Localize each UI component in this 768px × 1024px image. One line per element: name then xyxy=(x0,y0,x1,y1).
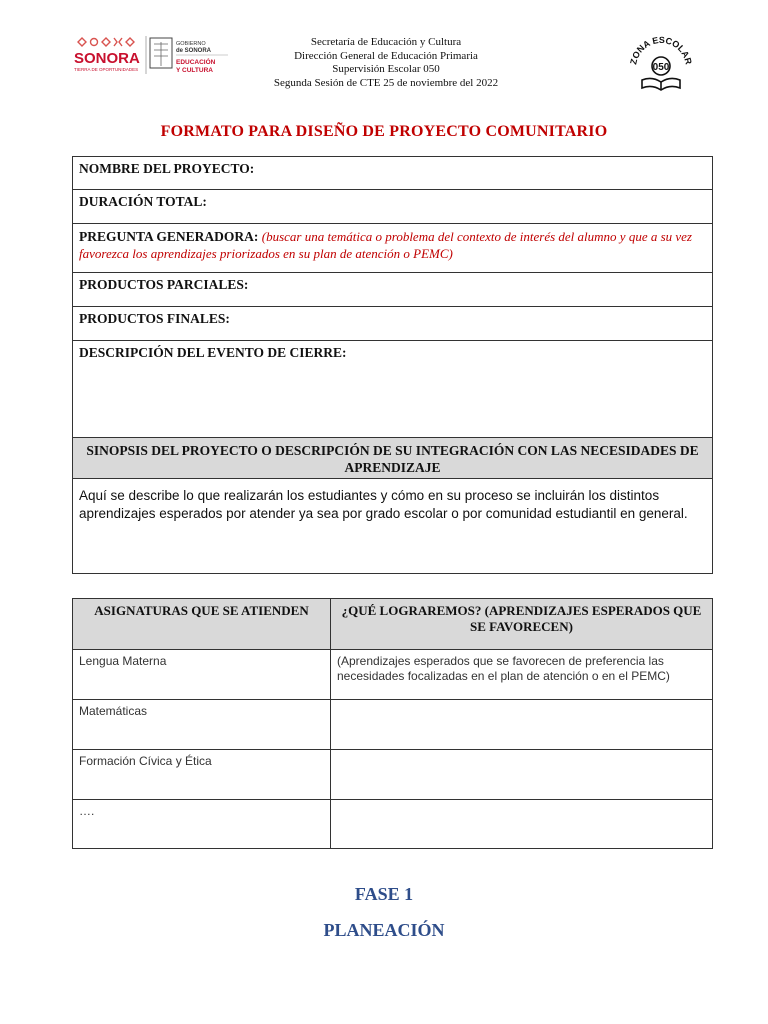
closing-event-field[interactable] xyxy=(73,341,713,438)
logo-number: 050 xyxy=(652,62,670,73)
subject-cell[interactable]: Formación Cívica y Ética xyxy=(73,750,331,800)
project-form-table xyxy=(72,156,713,574)
generating-question-field[interactable] xyxy=(73,224,713,273)
subjects-table xyxy=(72,598,713,849)
form-row xyxy=(73,190,713,224)
column-header-learning: ¿QUÉ LOGRAREMOS? (APRENDIZAJES ESPERADOS QUE SE FAVORECEN) xyxy=(331,599,713,650)
field-label: PRODUCTOS FINALES: xyxy=(79,311,230,326)
logo-dept-line2: Y CULTURA xyxy=(176,67,213,74)
subject-cell[interactable]: …. xyxy=(73,800,331,849)
synopsis-header: SINOPSIS DEL PROYECTO O DESCRIPCIÓN DE SU INTEGRACIÓN CON LAS NECESIDADES DE APRENDIZAJE xyxy=(73,438,713,479)
logo-brand: SONORA xyxy=(74,50,140,67)
field-label: PRODUCTOS PARCIALES: xyxy=(79,277,249,292)
institution-header xyxy=(240,36,532,90)
field-label: NOMBRE DEL PROYECTO: xyxy=(79,161,255,176)
zona-escolar-logo xyxy=(628,34,694,100)
form-row xyxy=(73,438,713,479)
logo-dept-line1: EDUCACIÓN xyxy=(176,59,216,66)
table-row xyxy=(73,650,713,700)
duration-field[interactable] xyxy=(73,190,713,224)
header-line: Supervisión Escolar 050 xyxy=(332,63,440,75)
logo-arc-text: ZONA ESCOLAR xyxy=(628,34,694,66)
svg-text:de SONORA: de SONORA xyxy=(176,48,212,54)
partial-products-field[interactable] xyxy=(73,273,713,307)
field-hint: (buscar una temática o problema del contexto de interés del alumno y que a su vez favorezca los aprendizajes priorizados en su plan de atención o PEMC) xyxy=(79,229,692,261)
open-book-icon xyxy=(642,78,680,90)
sonora-government-logo xyxy=(72,34,232,78)
form-row xyxy=(73,307,713,341)
subject-cell[interactable]: Matemáticas xyxy=(73,700,331,750)
form-row xyxy=(73,273,713,307)
learning-cell[interactable] xyxy=(331,750,713,800)
project-name-field[interactable] xyxy=(73,157,713,190)
table-header-row xyxy=(73,599,713,650)
header-line: Dirección General de Educación Primaria xyxy=(294,49,478,62)
sonora-ornament-icon xyxy=(78,38,134,46)
field-label: DURACIÓN TOTAL: xyxy=(79,194,207,209)
phase-heading: FASE 1 xyxy=(354,884,414,904)
header-line: Secretaría de Educación y Cultura xyxy=(310,36,462,48)
column-header-subjects: ASIGNATURAS QUE SE ATIENDEN xyxy=(73,599,331,650)
field-label: DESCRIPCIÓN DEL EVENTO DE CIERRE: xyxy=(79,345,347,360)
header-line: Segunda Sesión de CTE 25 de noviembre del 2022 xyxy=(273,76,499,89)
table-row xyxy=(73,700,713,750)
table-row xyxy=(73,750,713,800)
government-crest-icon xyxy=(150,38,172,68)
field-label: PREGUNTA GENERADORA: xyxy=(79,229,259,244)
form-row xyxy=(73,157,713,190)
planning-heading: PLANEACIÓN xyxy=(323,920,445,940)
learning-cell[interactable] xyxy=(331,700,713,750)
document-title: FORMATO PARA DISEÑO DE PROYECTO COMUNITARIO xyxy=(160,123,608,140)
form-row xyxy=(73,479,713,574)
synopsis-body[interactable]: Aquí se describe lo que realizarán los estudiantes y cómo en su proceso se incluirán los distintos aprendizajes esperados por atender ya sea por grado escolar o por comunidad estudiantil en general. xyxy=(73,479,713,574)
subject-cell[interactable]: Lengua Materna xyxy=(73,650,331,700)
form-row xyxy=(73,341,713,438)
form-row xyxy=(73,224,713,273)
table-row xyxy=(73,800,713,849)
learning-cell[interactable] xyxy=(331,800,713,849)
final-products-field[interactable] xyxy=(73,307,713,341)
learning-cell[interactable]: (Aprendizajes esperados que se favorecen de preferencia las necesidades focalizadas en el plan de atención o en el PEMC) xyxy=(331,650,713,700)
logo-gov-label: GOBIERNO xyxy=(176,41,206,47)
logo-tagline: TIERRA DE OPORTUNIDADES xyxy=(74,67,139,72)
